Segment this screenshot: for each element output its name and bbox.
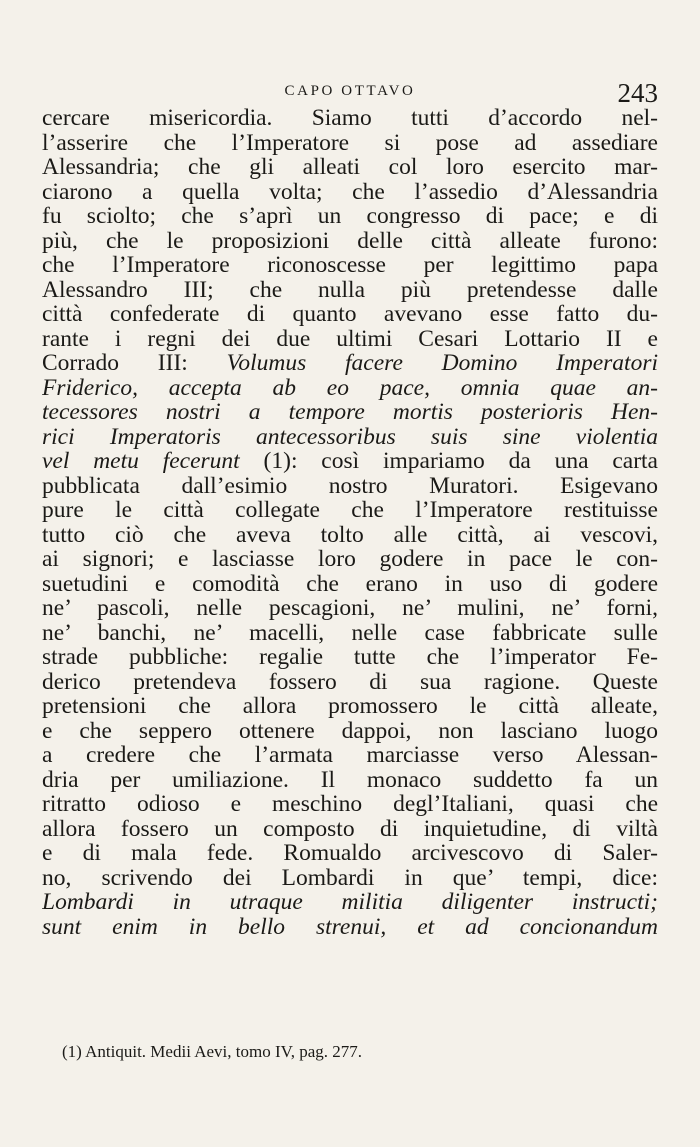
text-line xyxy=(42,841,658,866)
text-line xyxy=(42,204,658,229)
text-segment: pretensioni che allora promossero le città alleate, xyxy=(42,694,658,719)
text-line xyxy=(42,743,658,768)
italic-text: tecessores nostri a tempore mortis posterioris Hen- xyxy=(42,400,658,425)
text-segment: ciarono a quella volta; che l’assedio d’Alessandria xyxy=(42,179,658,204)
text-line xyxy=(42,572,658,597)
text-line xyxy=(42,229,658,254)
text-line xyxy=(42,400,658,425)
text-line xyxy=(42,523,658,548)
book-page xyxy=(40,0,660,1147)
italic-text: rici Imperatoris antecessoribus suis sine violentia xyxy=(42,424,658,449)
text-segment: derico pretendeva fossero di sua ragione. Queste xyxy=(42,669,658,694)
text-line xyxy=(42,915,658,940)
text-segment: (1): così impariamo da una carta xyxy=(239,449,658,474)
text-segment: e che seppero ottenere dappoi, non lasciano luogo xyxy=(42,718,658,743)
text-line xyxy=(42,817,658,842)
text-segment: strade pubbliche: regalie tutte che l’imperator Fe- xyxy=(42,645,658,670)
text-line xyxy=(42,792,658,817)
text-segment: che l’Imperatore riconoscesse per legittimo papa xyxy=(42,253,658,278)
text-segment: a credere che l’armata marciasse verso Alessan- xyxy=(42,743,658,768)
text-segment: no, scrivendo dei Lombardi in que’ tempi, dice: xyxy=(42,865,658,890)
page-number: 243 xyxy=(617,78,658,108)
text-line xyxy=(42,890,658,915)
text-line xyxy=(42,498,658,523)
italic-text: Friderico, accepta ab eo pace, omnia quae an- xyxy=(42,375,658,400)
text-segment: allora fossero un composto di inquietudine, di viltà xyxy=(42,816,658,841)
text-line xyxy=(42,670,658,695)
italic-text: sunt enim in bello strenui, et ad concionandum xyxy=(42,914,658,939)
text-segment: suetudini e comodità che erano in uso di godere xyxy=(42,571,658,596)
running-title: CAPO OTTAVO xyxy=(284,83,416,99)
body-text xyxy=(42,106,658,939)
text-segment: e di mala fede. Romualdo arcivescovo di Saler- xyxy=(42,841,658,866)
footnote: (1) Antiquit. Medii Aevi, tomo IV, pag. 277. xyxy=(62,1042,363,1061)
text-segment: pubblicata dall’esimio nostro Muratori. Esigevano xyxy=(42,473,658,498)
italic-text: vel metu fecerunt xyxy=(42,449,240,474)
text-line xyxy=(42,351,658,376)
text-segment: Alessandro III; che nulla più pretendesse dalle xyxy=(42,277,658,302)
text-segment: ne’ banchi, ne’ macelli, nelle case fabbricate sulle xyxy=(42,620,658,645)
text-segment: Alessandria; che gli alleati col loro esercito mar- xyxy=(42,155,658,180)
text-line xyxy=(42,645,658,670)
text-segment: tutto ciò che aveva tolto alle città, ai vescovi, xyxy=(42,522,658,547)
text-segment: ai signori; e lasciasse loro godere in pace le con- xyxy=(42,547,658,572)
text-line xyxy=(42,694,658,719)
text-segment: l’asserire che l’Imperatore si pose ad assediare xyxy=(42,130,658,155)
italic-text: Volumus facere Domino Imperatori xyxy=(226,351,658,376)
text-line xyxy=(42,449,658,474)
text-line xyxy=(42,155,658,180)
text-line xyxy=(42,106,658,131)
text-segment: cercare misericordia. Siamo tutti d’accordo nel- xyxy=(42,106,658,131)
text-segment: pure le città collegate che l’Imperatore restituisse xyxy=(42,498,658,523)
text-segment: più, che le proposizioni delle città alleate furono: xyxy=(42,228,658,253)
text-segment: città confederate di quanto avevano esse fatto du- xyxy=(42,302,658,327)
running-head xyxy=(40,78,660,108)
text-line xyxy=(42,253,658,278)
text-line xyxy=(42,302,658,327)
text-line xyxy=(42,278,658,303)
text-line xyxy=(42,621,658,646)
text-line xyxy=(42,376,658,401)
text-segment: ne’ pascoli, nelle pescagioni, ne’ mulini, ne’ forni, xyxy=(42,596,658,621)
text-line xyxy=(42,866,658,891)
text-line xyxy=(42,547,658,572)
text-segment: rante i regni dei due ultimi Cesari Lottario II e xyxy=(42,326,658,351)
text-line xyxy=(42,425,658,450)
text-line xyxy=(42,180,658,205)
text-line xyxy=(42,596,658,621)
text-line xyxy=(42,474,658,499)
text-line xyxy=(42,327,658,352)
italic-text: Lombardi in utraque militia diligenter instructi; xyxy=(42,890,658,915)
text-line xyxy=(42,131,658,156)
text-line xyxy=(42,719,658,744)
text-segment: dria per umiliazione. Il monaco suddetto fa un xyxy=(42,767,658,792)
text-segment: Corrado III: xyxy=(42,351,227,376)
text-line xyxy=(42,768,658,793)
text-segment: ritratto odioso e meschino degl’Italiani, quasi che xyxy=(42,792,658,817)
text-segment: fu sciolto; che s’aprì un congresso di pace; e di xyxy=(42,204,658,229)
